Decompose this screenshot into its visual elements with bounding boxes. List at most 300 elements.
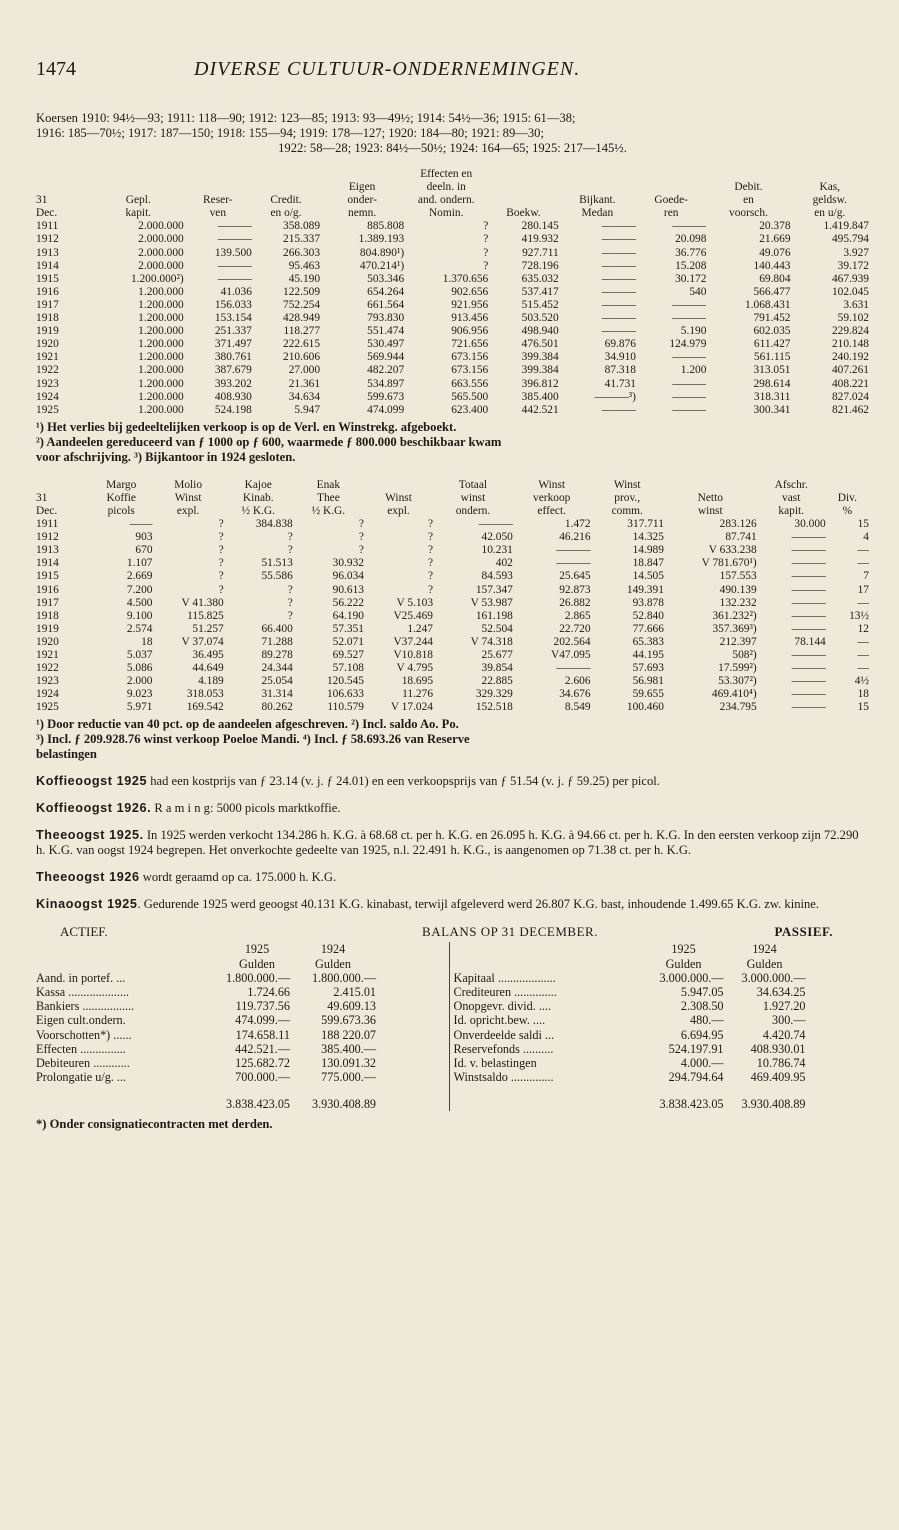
- value-cell: 71.288: [261, 635, 293, 648]
- value-cell: 51.257: [192, 622, 224, 635]
- value-cell: V10.818: [393, 649, 434, 661]
- value-cell: ?: [483, 233, 489, 246]
- financial-table-1: [36, 168, 869, 417]
- value-cell: ———: [601, 298, 636, 311]
- balance-item-value: 1.800.000.—: [312, 970, 376, 985]
- value-cell: ———: [791, 583, 826, 596]
- value-cell: 106.633: [326, 688, 364, 701]
- value-cell: 721.656: [451, 338, 489, 351]
- value-cell: 80.262: [261, 701, 293, 714]
- header-cell: Netto: [697, 491, 723, 504]
- value-cell: 387.679: [214, 364, 252, 377]
- header-cell: Winst: [613, 478, 641, 491]
- header-cell: [184, 168, 252, 181]
- page-number: 1474: [36, 58, 76, 80]
- value-cell: 27.000: [288, 364, 321, 377]
- value-cell: 56.981: [632, 675, 664, 688]
- value-cell: 59.655: [632, 688, 664, 701]
- balance-total: 3.838.423.05: [659, 1096, 724, 1111]
- year-cell: 1917: [36, 298, 59, 311]
- value-cell: ?: [218, 570, 224, 583]
- year-cell: 1925: [36, 403, 59, 416]
- balance-item-label: Kapitaal ...................: [453, 970, 556, 985]
- header-cell: [320, 168, 404, 181]
- balance-row: [454, 1070, 869, 1084]
- value-cell: V 781.670¹): [701, 557, 757, 570]
- value-cell: 30.932: [332, 557, 364, 570]
- value-cell: 15: [857, 701, 869, 714]
- value-cell: 385.400: [521, 390, 559, 403]
- header-cell: [93, 181, 184, 194]
- value-cell: 906.956: [451, 325, 489, 338]
- balance-row: [454, 1028, 869, 1042]
- balance-total: 3.930.408.89: [741, 1096, 806, 1111]
- balance-item-value: 524.197.91: [668, 1041, 724, 1056]
- balance-item-label: Id. v. belastingen: [453, 1056, 537, 1071]
- value-cell: 357.369³): [712, 622, 757, 635]
- value-cell: ———: [217, 220, 252, 233]
- harvest-paragraph: [36, 897, 869, 912]
- footnote: voor afschrijving. ³) Bijkantoor in 1924 gesloten.: [36, 449, 296, 464]
- header-cell: ½ K.G.: [241, 504, 276, 517]
- value-cell: ———: [791, 662, 826, 675]
- value-cell: ———: [672, 351, 707, 364]
- value-cell: ?: [427, 531, 434, 544]
- value-cell: 313.051: [753, 364, 791, 377]
- year-cell: 1912: [36, 531, 59, 544]
- year-cell: 1922: [36, 662, 59, 675]
- balance-row: [454, 999, 869, 1013]
- value-cell: 371.497: [214, 338, 252, 351]
- value-cell: 498.940: [521, 325, 559, 338]
- value-cell: 77.666: [632, 622, 664, 635]
- header-cell: expl.: [176, 504, 200, 517]
- value-cell: 393.202: [214, 377, 252, 390]
- header-cell: 31: [36, 491, 48, 504]
- header-cell: Effecten en: [420, 168, 473, 180]
- year-cell: 1913: [36, 544, 59, 557]
- balance-row: [454, 985, 869, 999]
- value-cell: 36.495: [192, 649, 224, 661]
- value-cell: 1.200.000: [138, 285, 184, 298]
- value-cell: 561.115: [753, 351, 791, 364]
- value-cell: ———: [791, 557, 826, 570]
- value-cell: 96.034: [332, 570, 364, 583]
- value-cell: 4.189: [198, 675, 224, 688]
- year-cell: 1914: [36, 557, 59, 570]
- header-cell: voorsch.: [729, 207, 768, 220]
- balance-item-label: Kassa ....................: [36, 985, 130, 1000]
- value-cell: 31.314: [261, 688, 293, 701]
- value-cell: ———: [601, 312, 636, 325]
- value-cell: 1.107: [126, 557, 153, 570]
- value-cell: 2.669: [126, 570, 153, 583]
- balance-item-value: 6.694.95: [680, 1027, 724, 1042]
- balance-title: BALANS OP 31 DECEMBER.: [422, 924, 598, 940]
- value-cell: ———: [791, 544, 826, 557]
- balance-item-value: 174.658.11: [235, 1027, 290, 1042]
- header-cell: geldsw.: [812, 194, 847, 207]
- page-header: [36, 58, 869, 81]
- header-cell: Winst: [538, 478, 566, 491]
- value-cell: ?: [483, 259, 489, 272]
- value-cell: 654.264: [367, 285, 405, 298]
- header-cell: Reser-: [203, 194, 233, 207]
- header-cell: expl.: [387, 504, 410, 517]
- balance-item-value: 188 220.07: [321, 1027, 376, 1042]
- footnote: belastingen: [36, 747, 97, 762]
- value-cell: 673.156: [451, 351, 489, 364]
- year-cell: 1918: [36, 312, 59, 325]
- balance-footnote: *) Onder consignatiecontracten met derden.: [36, 1116, 273, 1131]
- value-cell: 1.247: [407, 622, 434, 635]
- header-cell: kapit.: [125, 207, 152, 220]
- value-cell: 329.329: [475, 688, 513, 701]
- value-cell: ?: [218, 544, 224, 557]
- header-cell: en u/g.: [814, 207, 846, 220]
- value-cell: 565.500: [451, 390, 489, 403]
- value-cell: 9.023: [126, 688, 153, 701]
- footnote: ²) Aandeelen gereduceerd van ƒ 1000 op ƒ 600, waarmede ƒ 800.000 beschikbaar kwam: [36, 434, 502, 449]
- value-cell: 569.944: [367, 351, 405, 364]
- header-cell: Winst: [385, 491, 412, 504]
- value-cell: ———: [556, 544, 591, 557]
- paragraph-text: R a m i n g: 5000 picols marktkoffie.: [151, 801, 341, 816]
- header-cell: [636, 181, 706, 194]
- table-row: [36, 518, 869, 531]
- table-row: [36, 557, 869, 570]
- balance-item-label: Aand. in portef. ...: [36, 970, 126, 985]
- value-cell: ———: [672, 298, 707, 311]
- balance-item-value: 34.634.25: [756, 985, 806, 1000]
- header-cell: [559, 168, 636, 181]
- value-cell: 503.346: [367, 272, 405, 285]
- value-cell: 1.472: [564, 518, 591, 531]
- value-cell: 482.207: [367, 364, 405, 377]
- value-cell: 64.190: [332, 609, 364, 622]
- header-cell: nemn.: [348, 207, 377, 220]
- value-cell: ———: [217, 259, 252, 272]
- year-cell: 1921: [36, 649, 59, 661]
- value-cell: 5.190: [680, 325, 707, 338]
- balance-item-value: 1.800.000.—: [226, 970, 290, 985]
- value-cell: 318.311: [753, 390, 791, 403]
- header-cell: [36, 479, 90, 492]
- year-1925: 1925: [244, 942, 270, 957]
- value-cell: 15: [857, 518, 869, 531]
- value-cell: 161.198: [475, 609, 513, 622]
- header-cell: %: [842, 504, 853, 517]
- value-cell: 124.979: [669, 338, 707, 351]
- value-cell: 280.145: [521, 220, 559, 233]
- value-cell: 169.542: [186, 701, 224, 714]
- value-cell: 215.337: [283, 233, 321, 246]
- value-cell: V 74.318: [470, 635, 513, 648]
- table2-footnotes: [36, 717, 869, 762]
- balance-row: [36, 999, 449, 1013]
- table-row: [36, 610, 869, 623]
- value-cell: V25.469: [393, 609, 434, 622]
- header-cell: [252, 168, 320, 181]
- value-cell: 599.673: [367, 390, 405, 403]
- value-cell: 903: [135, 531, 153, 544]
- table-row: [36, 584, 869, 597]
- balance-passief: [449, 942, 869, 1110]
- year-cell: 1914: [36, 259, 59, 272]
- header-cell: [826, 479, 869, 492]
- harvest-paragraph: [36, 801, 869, 816]
- value-cell: 407.261: [831, 364, 869, 377]
- balance-item-value: 130.091.32: [321, 1056, 376, 1071]
- value-cell: ———: [601, 325, 636, 338]
- value-cell: 13½: [849, 609, 869, 622]
- balance-item-value: 700.000.—: [235, 1070, 290, 1085]
- header-cell: [636, 168, 706, 181]
- value-cell: V 4.795: [396, 662, 434, 675]
- value-cell: ?: [287, 609, 293, 622]
- header-cell: [93, 168, 184, 181]
- table1-footnotes: [36, 420, 869, 465]
- value-cell: 4.500: [126, 596, 153, 609]
- actief-label: ACTIEF.: [60, 924, 108, 940]
- value-cell: ———: [791, 675, 826, 688]
- value-cell: 470.214¹): [359, 259, 405, 272]
- value-cell: 66.400: [261, 622, 293, 635]
- balance-item-value: 125.682.72: [235, 1056, 290, 1071]
- value-cell: 4½: [854, 675, 869, 688]
- value-cell: —: [857, 544, 869, 557]
- value-cell: 537.417: [521, 285, 559, 298]
- header-cell: en: [743, 194, 754, 207]
- value-cell: V 37.074: [181, 635, 224, 648]
- value-cell: 57.693: [632, 662, 664, 675]
- value-cell: 157.347: [475, 583, 513, 596]
- balance-item-value: 294.794.64: [668, 1070, 724, 1085]
- value-cell: —: [857, 662, 869, 675]
- value-cell: 396.812: [521, 377, 559, 390]
- header-cell: [791, 168, 869, 181]
- header-cell: ondern.: [455, 504, 491, 517]
- header-cell: Enak: [316, 478, 341, 491]
- year-cell: 1922: [36, 364, 59, 377]
- value-cell: 18.695: [401, 675, 434, 688]
- value-cell: 210.148: [831, 338, 869, 351]
- balance-item-label: Prolongatie u/g. ...: [36, 1070, 127, 1085]
- balance-total-row: [454, 1097, 869, 1111]
- value-cell: 508²): [732, 649, 757, 661]
- year-cell: 1921: [36, 351, 59, 364]
- table-body: [36, 220, 869, 416]
- value-cell: 17.599²): [718, 662, 757, 675]
- value-cell: 10.231: [481, 544, 513, 557]
- value-cell: 793.830: [367, 312, 405, 325]
- balance-total: 3.838.423.05: [226, 1096, 290, 1111]
- harvest-paragraph: [36, 774, 869, 789]
- value-cell: 26.882: [559, 596, 591, 609]
- header-row: [36, 194, 869, 207]
- balance-item-value: 49.609.13: [327, 999, 376, 1014]
- unit-label: Gulden: [746, 956, 783, 971]
- value-cell: 661.564: [367, 298, 405, 311]
- balance-item-label: Winstsaldo ..............: [453, 1070, 554, 1085]
- value-cell: 95.463: [288, 259, 321, 272]
- value-cell: ———: [601, 233, 636, 246]
- header-cell: picols: [107, 504, 135, 517]
- balance-row: [454, 1042, 869, 1056]
- value-cell: ———: [791, 649, 826, 661]
- paragraph-heading: Theeoogst 1926: [36, 870, 140, 885]
- header-cell: Winst: [174, 491, 202, 504]
- header-cell: verkoop: [533, 491, 571, 504]
- header-cell: kapit.: [778, 504, 805, 517]
- value-cell: 3.927: [843, 246, 869, 259]
- value-cell: 156.033: [214, 298, 252, 311]
- table-row: [36, 325, 869, 338]
- value-cell: 266.303: [283, 246, 321, 259]
- value-cell: ?: [287, 531, 293, 544]
- table-row: [36, 570, 869, 583]
- header-cell: prov.,: [614, 491, 641, 504]
- value-cell: V37.244: [393, 635, 434, 648]
- header-cell: 31: [36, 194, 48, 207]
- value-cell: ?: [287, 544, 293, 557]
- value-cell: V 53.987: [470, 596, 513, 609]
- value-cell: 34.634: [288, 390, 321, 403]
- value-cell: ?: [358, 544, 364, 557]
- value-cell: 20.098: [675, 233, 707, 246]
- harvest-paragraphs: [36, 774, 869, 912]
- value-cell: ———: [672, 390, 707, 403]
- value-cell: ———: [672, 312, 707, 325]
- quotes-line: 1922: 58—28; 1923: 84½—50½; 1924: 164—65; 1925: 217—145½.: [278, 141, 627, 155]
- table-row: [36, 286, 869, 299]
- balance-total-row: [36, 1097, 449, 1111]
- table-row: [36, 391, 869, 404]
- value-cell: 240.192: [831, 351, 869, 364]
- value-cell: 1.200.000: [138, 325, 184, 338]
- unit-label: Gulden: [315, 956, 351, 971]
- value-cell: 44.649: [192, 662, 224, 675]
- value-cell: 1.200.000: [138, 312, 184, 325]
- value-cell: 1.068.431: [744, 298, 791, 311]
- value-cell: 503.520: [521, 312, 559, 325]
- balance-item-label: Effecten ...............: [36, 1041, 126, 1056]
- passief-label: PASSIEF.: [774, 924, 833, 940]
- value-cell: 39.172: [837, 259, 869, 272]
- balance-sheet: [36, 942, 869, 1110]
- value-cell: 670: [135, 544, 153, 557]
- year-cell: 1923: [36, 675, 59, 688]
- year-cell: 1915: [36, 570, 59, 583]
- balance-item-label: Crediteuren ..............: [453, 985, 557, 1000]
- header-cell: [252, 181, 320, 194]
- value-cell: 222.615: [283, 338, 321, 351]
- balance-item-value: 5.947.05: [680, 985, 724, 1000]
- value-cell: 120.545: [326, 675, 364, 688]
- value-cell: 69.804: [759, 272, 791, 285]
- value-cell: 100.460: [626, 701, 664, 714]
- value-cell: 212.397: [719, 635, 757, 648]
- table-row: [36, 260, 869, 273]
- header-cell: Goede-: [654, 194, 688, 207]
- balance-item-value: 3.000.000.—: [659, 970, 724, 985]
- value-cell: 635.032: [521, 272, 559, 285]
- value-cell: ?: [218, 518, 224, 531]
- price-quotes: [36, 111, 869, 156]
- balance-item-value: 469.409.95: [750, 1070, 806, 1085]
- footnote: ¹) Door reductie van 40 pct. op de aandeelen afgeschreven. ²) Incl. saldo Ao. Po.: [36, 717, 459, 732]
- value-cell: ———: [556, 662, 591, 675]
- balance-item-value: 474.099.—: [235, 1013, 290, 1028]
- value-cell: 7.200: [126, 583, 153, 596]
- harvest-paragraph: [36, 828, 869, 858]
- value-cell: 467.939: [831, 272, 869, 285]
- table-row: [36, 312, 869, 325]
- value-cell: 2.000.000: [138, 233, 184, 246]
- value-cell: 56.222: [332, 596, 364, 609]
- header-cell: Debit.: [734, 181, 763, 194]
- value-cell: 21.361: [288, 377, 321, 390]
- value-cell: 1.200.000: [138, 403, 184, 416]
- value-cell: 2.000: [126, 675, 153, 688]
- balance-item-value: 2.308.50: [680, 999, 724, 1014]
- value-cell: 122.509: [283, 285, 321, 298]
- header-cell: [488, 168, 558, 181]
- value-cell: 36.776: [675, 246, 707, 259]
- value-cell: 490.139: [719, 583, 757, 596]
- value-cell: ?: [218, 531, 224, 544]
- value-cell: 384.838: [255, 518, 293, 531]
- value-cell: 14.505: [632, 570, 664, 583]
- value-cell: 5.037: [126, 649, 153, 661]
- year-cell: 1920: [36, 635, 59, 648]
- value-cell: 1.200.000²): [130, 272, 184, 285]
- header-cell: Div.: [837, 491, 857, 504]
- value-cell: 84.593: [481, 570, 513, 583]
- value-cell: 149.391: [626, 583, 664, 596]
- value-cell: 408.221: [831, 377, 869, 390]
- value-cell: —: [857, 596, 869, 609]
- value-cell: 442.521: [521, 403, 559, 416]
- value-cell: —: [857, 649, 869, 661]
- value-cell: 298.614: [753, 377, 791, 390]
- value-cell: 5.086: [126, 662, 153, 675]
- value-cell: ?: [427, 570, 434, 583]
- paragraph-heading: Koffieoogst 1926.: [36, 801, 152, 816]
- table-row: [36, 701, 869, 714]
- value-cell: ———: [601, 272, 636, 285]
- value-cell: 42.050: [481, 531, 513, 544]
- value-cell: 34.910: [604, 351, 636, 364]
- balance-row: [36, 1042, 449, 1056]
- balance-item-value: 385.400.—: [321, 1041, 376, 1056]
- header-cell: Bijkant.: [579, 194, 616, 207]
- value-cell: ?: [218, 583, 224, 596]
- balance-item-label: Reservefonds ..........: [453, 1041, 554, 1056]
- value-cell: 602.035: [753, 325, 791, 338]
- header-cell: [36, 181, 93, 194]
- header-cell: Margo: [106, 478, 137, 491]
- year-cell: 1916: [36, 583, 59, 596]
- value-cell: 9.100: [126, 609, 153, 622]
- value-cell: 361.232²): [712, 609, 757, 622]
- balance-item-label: Voorschotten*) ......: [36, 1027, 132, 1042]
- value-cell: 469.410⁴): [711, 688, 757, 701]
- value-cell: 53.307²): [718, 675, 757, 688]
- balance-item-label: Eigen cult.ondern.: [36, 1013, 126, 1028]
- value-cell: 41.036: [220, 285, 252, 298]
- value-cell: 1.419.847: [823, 220, 869, 233]
